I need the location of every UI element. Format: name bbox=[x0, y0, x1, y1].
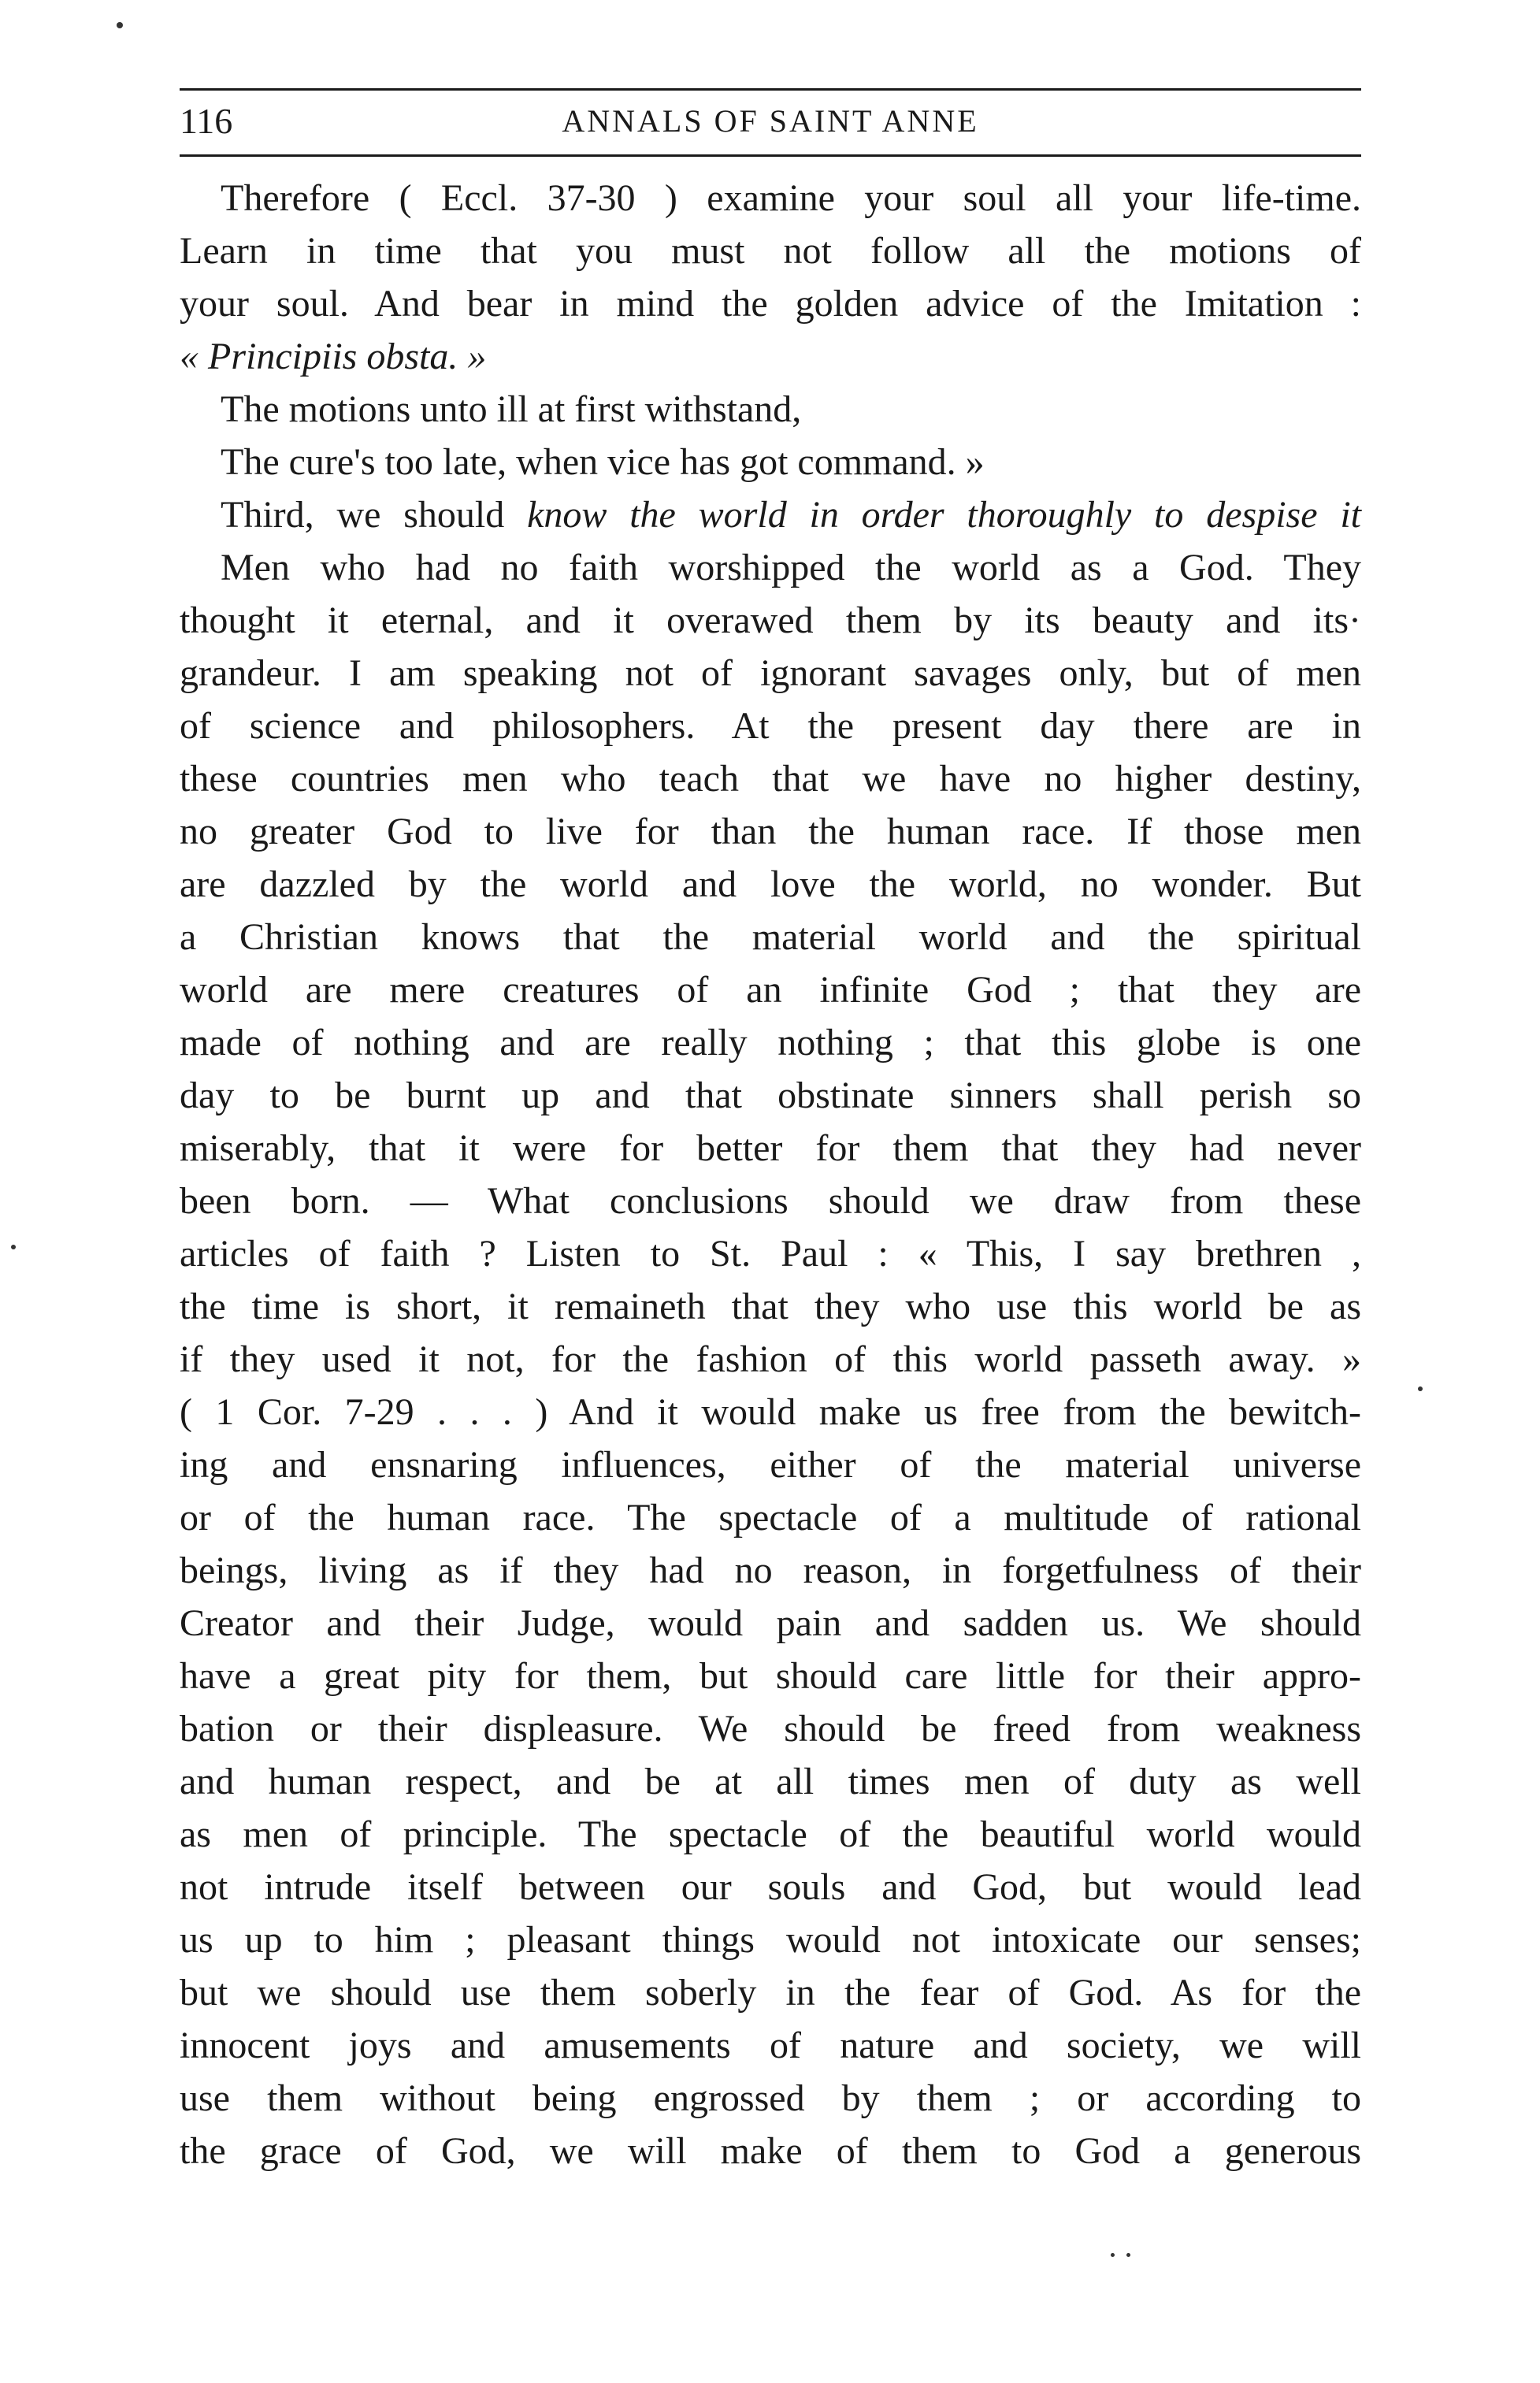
text-line: Learn in time that you must not follow all the motions of bbox=[180, 230, 1361, 272]
text-line: not intrude itself between our souls and God, but would lead bbox=[180, 1866, 1361, 1908]
header-bottom-rule bbox=[180, 154, 1361, 157]
text-line: day to be burnt up and that obstinate sinners shall perish so bbox=[180, 1075, 1361, 1116]
text-line: these countries men who teach that we have no higher destiny, bbox=[180, 758, 1361, 800]
body-text bbox=[180, 172, 1361, 2177]
text-line: your soul. And bear in mind the golden advice of the Imitation : bbox=[180, 283, 1361, 325]
book-page bbox=[180, 0, 1361, 2383]
text-line: « Principiis obsta. » bbox=[180, 336, 487, 377]
text-line: ing and ensnaring influences, either of the material universe bbox=[180, 1444, 1361, 1486]
text-line: Men who had no faith worshipped the world as a God. They bbox=[221, 547, 1361, 588]
print-speck bbox=[117, 22, 123, 28]
text-line: use them without being engrossed by them ; or according to bbox=[180, 2077, 1361, 2119]
text-line: Therefore ( Eccl. 37-30 ) examine your soul all your life-time. bbox=[221, 177, 1361, 219]
text-line: thought it eternal, and it overawed them by its beauty and its· bbox=[180, 599, 1361, 641]
text-line: made of nothing and are really nothing ; that this globe is one bbox=[180, 1022, 1361, 1063]
text-line: bation or their displeasure. We should be freed from weakness bbox=[180, 1708, 1361, 1750]
header-top-rule bbox=[180, 88, 1361, 91]
text-line: and human respect, and be at all times men of duty as well bbox=[180, 1761, 1361, 1802]
text-line: articles of faith ? Listen to St. Paul : « This, I say brethren , bbox=[180, 1233, 1361, 1275]
text-line: grandeur. I am speaking not of ignorant savages only, but of men bbox=[180, 652, 1361, 694]
text-line: us up to him ; pleasant things would not intoxicate our senses; bbox=[180, 1919, 1361, 1961]
text-line: ( 1 Cor. 7-29 . . . ) And it would make us free from the bewitch- bbox=[180, 1391, 1361, 1433]
print-speck bbox=[1418, 1386, 1423, 1391]
page-number: 116 bbox=[180, 101, 233, 141]
text-line-italic: know the world in order thoroughly to despise it bbox=[527, 494, 1361, 536]
text-line: no greater God to live for than the human race. If those men bbox=[180, 811, 1361, 852]
text-line: The motions unto ill at first withstand, bbox=[221, 388, 802, 430]
text-line: are dazzled by the world and love the world, no wonder. But bbox=[180, 863, 1361, 905]
text-line: have a great pity for them, but should care little for their appro- bbox=[180, 1655, 1361, 1697]
text-line: miserably, that it were for better for them that they had never bbox=[180, 1127, 1361, 1169]
text-line: as men of principle. The spectacle of the beautiful world would bbox=[180, 1813, 1361, 1855]
text-line: a Christian knows that the material world and the spiritual bbox=[180, 916, 1361, 958]
page-header bbox=[180, 98, 1361, 150]
text-line: Creator and their Judge, would pain and sadden us. We should bbox=[180, 1602, 1361, 1644]
text-line: of science and philosophers. At the present day there are in bbox=[180, 705, 1361, 747]
text-line: innocent joys and amusements of nature and society, we will bbox=[180, 2025, 1361, 2066]
text-line: world are mere creatures of an infinite God ; that they are bbox=[180, 969, 1361, 1011]
text-line: been born. — What conclusions should we draw from these bbox=[180, 1180, 1361, 1222]
text-line bbox=[180, 488, 1361, 541]
running-head: ANNALS OF SAINT ANNE bbox=[562, 103, 979, 139]
text-line: beings, living as if they had no reason, in forgetfulness of their bbox=[180, 1550, 1361, 1591]
text-line-plain: Third, we should bbox=[221, 494, 528, 536]
text-line: the grace of God, we will make of them to God a generous bbox=[180, 2130, 1361, 2172]
text-line: the time is short, it remaineth that they who use this world be as bbox=[180, 1286, 1361, 1327]
text-line: if they used it not, for the fashion of this world passeth away. » bbox=[180, 1338, 1361, 1380]
text-line: or of the human race. The spectacle of a multitude of rational bbox=[180, 1497, 1361, 1539]
text-line: but we should use them soberly in the fear of God. As for the bbox=[180, 1972, 1361, 2014]
print-speck bbox=[11, 1245, 16, 1249]
text-line: The cure's too late, when vice has got command. » bbox=[221, 441, 985, 483]
